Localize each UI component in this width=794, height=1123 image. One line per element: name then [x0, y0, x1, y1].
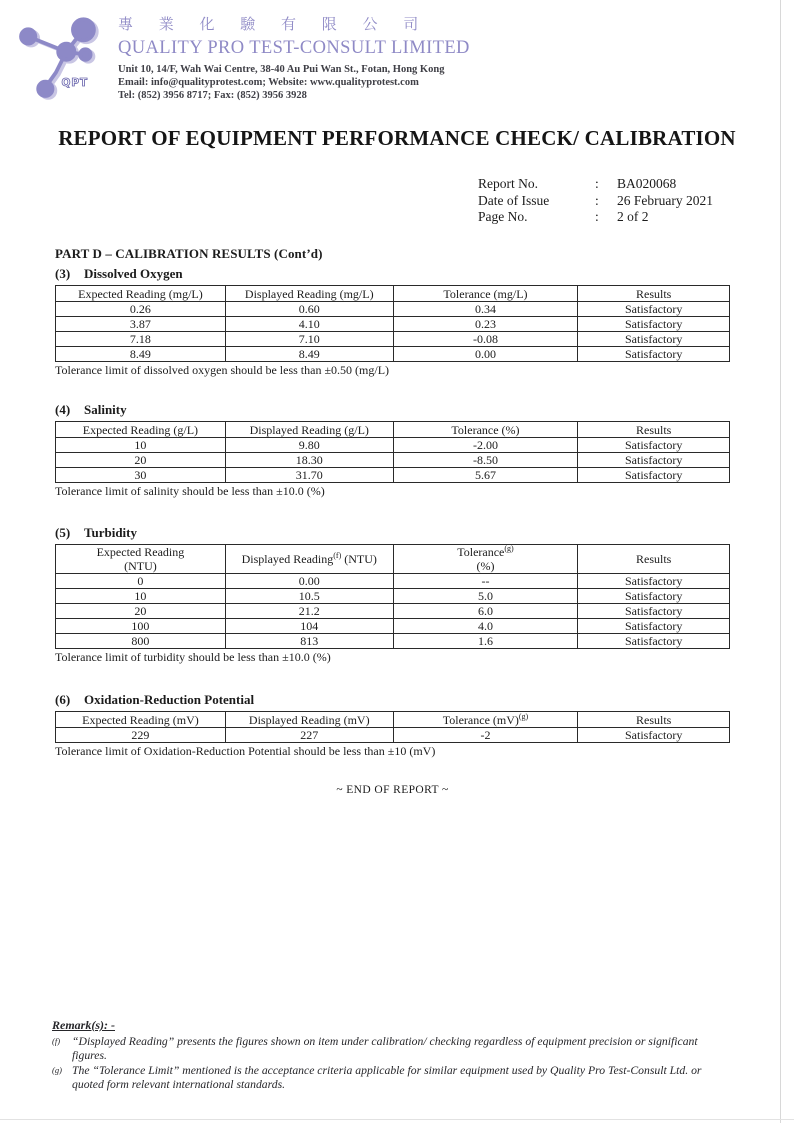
table-cell: Satisfactory [578, 317, 730, 332]
company-name-chinese: 專 業 化 驗 有 限 公 司 [118, 17, 430, 33]
section-heading-salinity [55, 402, 730, 418]
column-header: Expected Reading (mV) [56, 712, 226, 728]
end-of-report-text: ~ END OF REPORT ~ [336, 784, 449, 796]
table-row [56, 728, 730, 743]
qpt-molecule-logo-icon [12, 6, 112, 106]
table-row [56, 468, 730, 483]
remarks-block [52, 1018, 712, 1092]
table-cell: 0 [56, 574, 226, 589]
tolerance-note-dissolved-oxygen: Tolerance limit of dissolved oxygen should be less than ±0.50 (mg/L) [55, 363, 390, 377]
section-heading-turbidity [55, 525, 730, 541]
table-row [56, 634, 730, 649]
table-cell: 21.2 [225, 604, 393, 619]
section-salinity [55, 402, 730, 498]
table-header-row [56, 286, 730, 302]
company-name-english: QUALITY PRO TEST-CONSULT LIMITED [118, 38, 470, 58]
table-cell: Satisfactory [578, 574, 730, 589]
section-name: Dissolved Oxygen [84, 266, 183, 281]
table-cell: Satisfactory [578, 332, 730, 347]
part-d-heading: PART D – CALIBRATION RESULTS (Cont’d) [55, 246, 323, 261]
column-header: Displayed Reading$^{(f)}$ (NTU) [225, 545, 393, 574]
table-row [56, 332, 730, 347]
report-info-colon: : [595, 209, 599, 224]
table-row [56, 619, 730, 634]
table-cell: 100 [56, 619, 226, 634]
report-info-row [478, 176, 713, 193]
table-cell: Satisfactory [578, 604, 730, 619]
report-info-colon: : [595, 192, 599, 208]
table-cell: 31.70 [225, 468, 393, 483]
section-name: Oxidation-Reduction Potential [84, 692, 255, 707]
report-info-row [478, 209, 713, 226]
table-cell: 10.5 [225, 589, 393, 604]
table-cell: 1.6 [393, 634, 578, 649]
table-cell: Satisfactory [578, 347, 730, 362]
table-row [56, 438, 730, 453]
column-header: Results [578, 286, 730, 302]
table-cell: 7.10 [225, 332, 393, 347]
table-cell: 5.67 [393, 468, 578, 483]
scan-edge-line [0, 1119, 794, 1120]
table-cell: 229 [56, 728, 226, 743]
column-header: Tolerance (%) [393, 422, 578, 438]
section-number: (4) [55, 402, 71, 417]
table-cell: 0.00 [393, 347, 578, 362]
column-header: Expected Reading (g/L) [56, 422, 226, 438]
table-cell: 7.18 [56, 332, 226, 347]
report-info-value: 2 of 2 [617, 209, 649, 224]
table-cell: -8.50 [393, 453, 578, 468]
table-cell: Satisfactory [578, 634, 730, 649]
table-cell: 4.0 [393, 619, 578, 634]
table-cell: Satisfactory [578, 438, 730, 453]
calibration-sections [55, 266, 730, 758]
tel-fax-line: Tel: (852) 3956 8717; Fax: (852) 3956 3928 [118, 90, 307, 102]
report-info-label: Date of Issue [478, 192, 550, 208]
column-header: Expected Reading (NTU) [56, 545, 226, 574]
report-info-value: BA020068 [617, 176, 677, 191]
table-cell: 18.30 [225, 453, 393, 468]
table-cell: Satisfactory [578, 302, 730, 317]
table-cell: 8.49 [225, 347, 393, 362]
table-cell: -0.08 [393, 332, 578, 347]
remark-text: “Displayed Reading” presents the figures shown on item under calibration/ checking regardless of equipment precision or significant figures. [72, 1035, 698, 1063]
table-row [56, 574, 730, 589]
section-name: Salinity [84, 402, 127, 417]
table-cell: Satisfactory [578, 589, 730, 604]
section-name: Turbidity [84, 525, 137, 540]
table-cell: 20 [56, 604, 226, 619]
calibration-table-turbidity [55, 544, 730, 649]
column-header: Results [578, 712, 730, 728]
report-info-label: Page No. [478, 209, 528, 224]
table-cell: 30 [56, 468, 226, 483]
remark-item [52, 1035, 712, 1063]
table-cell: 6.0 [393, 604, 578, 619]
table-cell: 0.26 [56, 302, 226, 317]
section-dissolved-oxygen [55, 266, 730, 377]
table-cell: 5.0 [393, 589, 578, 604]
table-cell: 0.23 [393, 317, 578, 332]
column-header: Tolerance (mV)$^{(g)}$ [393, 712, 578, 728]
table-cell: Satisfactory [578, 619, 730, 634]
report-info-label: Report No. [478, 176, 538, 191]
table-cell: 8.49 [56, 347, 226, 362]
table-cell: 813 [225, 634, 393, 649]
table-header-row [56, 422, 730, 438]
table-row [56, 302, 730, 317]
report-info-row [478, 193, 713, 210]
table-cell: 9.80 [225, 438, 393, 453]
report-info-colon: : [595, 176, 599, 191]
section-heading-dissolved-oxygen [55, 266, 730, 282]
table-cell: 4.10 [225, 317, 393, 332]
section-turbidity [55, 525, 730, 664]
table-header-row [56, 712, 730, 728]
scan-edge-line [780, 0, 781, 1123]
table-cell: -2.00 [393, 438, 578, 453]
column-header: Displayed Reading (g/L) [225, 422, 393, 438]
column-header: Tolerance (mg/L) [393, 286, 578, 302]
remark-item [52, 1064, 712, 1092]
tolerance-note-oxidation-reduction-potential: Tolerance limit of Oxidation-Reduction Potential should be less than ±10 (mV) [55, 744, 436, 758]
column-header: Results [578, 545, 730, 574]
column-header: Tolerance$^{(g)}$ (%) [393, 545, 578, 574]
table-cell: 10 [56, 589, 226, 604]
table-cell: 0.60 [225, 302, 393, 317]
section-heading-oxidation-reduction-potential [55, 692, 730, 708]
table-cell: Satisfactory [578, 453, 730, 468]
calibration-table-oxidation-reduction-potential [55, 711, 730, 743]
table-row [56, 347, 730, 362]
table-cell: -2 [393, 728, 578, 743]
table-cell: 0.00 [225, 574, 393, 589]
table-cell: Satisfactory [578, 728, 730, 743]
table-cell: -- [393, 574, 578, 589]
section-number: (3) [55, 266, 71, 281]
column-header: Displayed Reading (mg/L) [225, 286, 393, 302]
table-cell: 0.34 [393, 302, 578, 317]
remarks-heading: Remark(s): - [52, 1018, 115, 1032]
remark-marker: (f) [52, 1036, 61, 1046]
section-oxidation-reduction-potential [55, 692, 730, 758]
tolerance-note-salinity: Tolerance limit of salinity should be less than ±10.0 (%) [55, 484, 325, 498]
table-cell: 20 [56, 453, 226, 468]
column-header: Results [578, 422, 730, 438]
company-address [118, 63, 588, 102]
calibration-table-salinity [55, 421, 730, 483]
qpt-logo-text: QPT [61, 76, 89, 89]
table-cell: 10 [56, 438, 226, 453]
table-cell: 3.87 [56, 317, 226, 332]
letterhead [118, 13, 588, 102]
remark-marker: (g) [52, 1064, 62, 1075]
table-header-row [56, 545, 730, 574]
section-number: (5) [55, 525, 71, 540]
tolerance-note-turbidity: Tolerance limit of turbidity should be less than ±10.0 (%) [55, 650, 331, 664]
table-cell: 104 [225, 619, 393, 634]
table-cell: Satisfactory [578, 468, 730, 483]
table-row [56, 453, 730, 468]
report-title: REPORT OF EQUIPMENT PERFORMANCE CHECK/ CALIBRATION [58, 126, 736, 150]
remark-items [52, 1035, 712, 1092]
report-info-value: 26 February 2021 [617, 192, 713, 208]
section-number: (6) [55, 692, 71, 707]
address-line: Unit 10, 14/F, Wah Wai Centre, 38-40 Au Pui Wan St., Fotan, Hong Kong [118, 64, 445, 75]
report-body [55, 246, 730, 796]
table-row [56, 604, 730, 619]
table-row [56, 317, 730, 332]
column-header: Expected Reading (mg/L) [56, 286, 226, 302]
column-header: Displayed Reading (mV) [225, 712, 393, 728]
table-cell: 800 [56, 634, 226, 649]
remark-text: The “Tolerance Limit” mentioned is the acceptance criteria applicable for similar equipment used by Quality Pro Test-Consult Ltd. or quoted form relevant international standards. [72, 1063, 702, 1091]
table-row [56, 589, 730, 604]
email-website-line: Email: info@qualityprotest.com; Website: www.qualityprotest.com [118, 77, 419, 89]
table-cell: 227 [225, 728, 393, 743]
calibration-table-dissolved-oxygen [55, 285, 730, 362]
report-info-block [478, 176, 713, 226]
